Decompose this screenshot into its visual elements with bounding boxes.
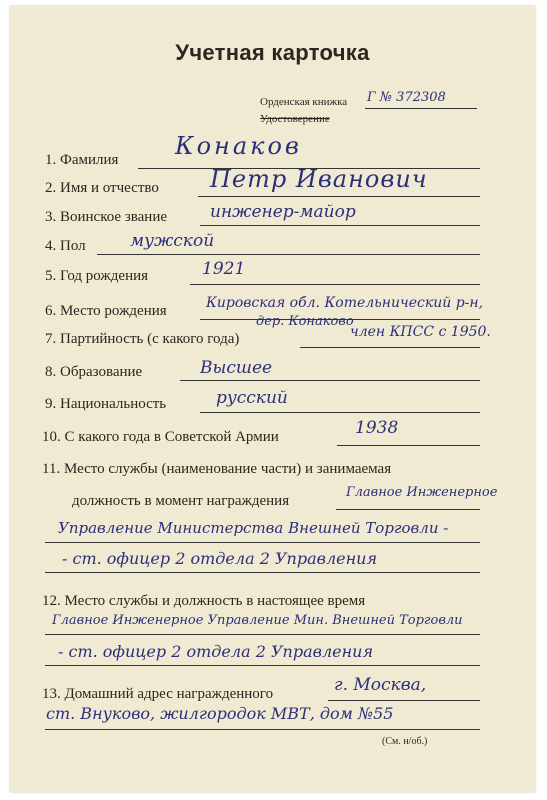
field-home-address-line-2 <box>45 729 480 730</box>
field-birth-year-label: 5. Год рождения <box>45 268 149 284</box>
field-birth-year-line <box>190 284 480 285</box>
field-party-line <box>300 347 480 348</box>
field-surname-value: Конаков <box>175 132 302 160</box>
field-party-label: 7. Партийность (с какого года) <box>45 331 240 347</box>
field-sex-label: 4. Пол <box>45 238 86 254</box>
field-current-service-value-1: Главное Инженерное Управление Мин. Внешней Торговли <box>52 613 463 628</box>
certificate-label-crossed: Удостоверение <box>260 113 330 125</box>
field-service-place-value-2: Управление Министерства Внешней Торговли - <box>58 519 449 537</box>
field-birthplace-value-2: дер. Конаково <box>256 314 354 329</box>
field-party-value: член КПСС с 1950. <box>350 324 491 340</box>
order-book-number-line <box>365 108 477 109</box>
field-service-place-value-3: - ст. офицер 2 отдела 2 Управления <box>62 549 378 568</box>
field-service-place-line-2 <box>45 542 480 543</box>
see-reverse-note: (См. н/об.) <box>382 736 428 747</box>
field-service-place-line-1 <box>336 509 480 510</box>
field-sex-value: мужской <box>130 231 215 251</box>
field-education-value: Высшее <box>200 358 273 378</box>
field-army-since-value: 1938 <box>355 418 399 438</box>
field-service-place-value-1: Главное Инженерное <box>346 485 498 500</box>
field-current-service-line-2 <box>45 665 480 666</box>
field-current-service-value-2: - ст. офицер 2 отдела 2 Управления <box>58 642 374 661</box>
field-education-label: 8. Образование <box>45 364 143 380</box>
award-record-card <box>10 6 535 792</box>
field-rank-line <box>200 225 480 226</box>
field-nationality-value: русский <box>216 388 288 408</box>
field-home-address-line-1 <box>328 700 480 701</box>
card-title: Учетная карточка <box>175 40 370 65</box>
field-name-line <box>198 196 480 197</box>
field-current-service-line-1 <box>45 634 480 635</box>
field-current-service-label: 12. Место службы и должность в настоящее время <box>42 593 366 609</box>
field-service-place-label-2: должность в момент награждения <box>72 493 290 509</box>
field-home-address-label: 13. Домашний адрес награжденного <box>42 686 274 702</box>
field-home-address-value-1: г. Москва, <box>334 675 427 695</box>
field-birthplace-line <box>200 319 480 320</box>
field-name-value: Петр Иванович <box>210 165 428 193</box>
field-name-label: 2. Имя и отчество <box>45 180 159 196</box>
field-birthplace-label: 6. Место рождения <box>45 303 167 319</box>
field-rank-label: 3. Воинское звание <box>45 209 168 225</box>
field-nationality-label: 9. Национальность <box>45 396 167 412</box>
field-education-line <box>180 380 480 381</box>
field-nationality-line <box>200 412 480 413</box>
field-birth-year-value: 1921 <box>202 259 246 279</box>
field-birthplace-value-1: Кировская обл. Котельнический р-н, <box>206 295 484 311</box>
field-rank-value: инженер-майор <box>210 202 356 222</box>
field-surname-label: 1. Фамилия <box>45 152 119 168</box>
field-army-since-label: 10. С какого года в Советской Армии <box>42 429 279 445</box>
field-service-place-label-1: 11. Место службы (наименование части) и занимаемая <box>42 461 392 477</box>
field-sex-line <box>97 254 480 255</box>
order-book-label: Орденская книжка <box>260 96 348 108</box>
field-home-address-value-2: ст. Внуково, жилгородок МВТ, дом №55 <box>46 704 394 723</box>
field-army-since-line <box>337 445 480 446</box>
order-book-number: Г № 372308 <box>367 90 446 105</box>
field-service-place-line-3 <box>45 572 480 573</box>
